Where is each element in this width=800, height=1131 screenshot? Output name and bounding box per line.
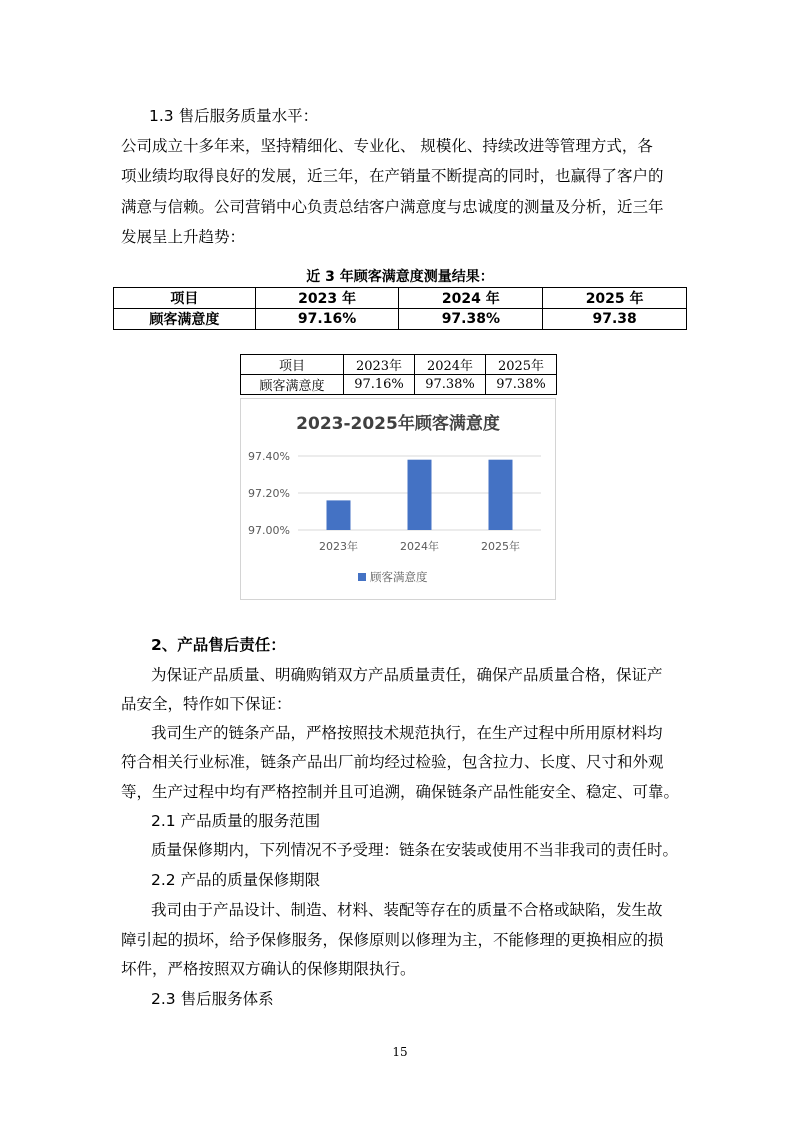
table-cell: 97.16% [255,309,399,330]
table-row [114,309,687,330]
paragraph-line: 项业绩均取得良好的发展，近三年，在产销量不断提高的同时，也赢得了客户的 [121,167,664,185]
section-heading-2: 2、产品售后责任： [151,636,286,654]
mini-table-row [241,375,557,395]
x-tick-label: 2024年 [400,540,439,553]
chart-bar [327,500,351,530]
paragraph-line: 我司由于产品设计、制造、材料、装配等存在的质量不合格或缺陷，发生故 [151,901,663,919]
mini-table-header-cell: 2023年 [344,355,415,375]
y-tick-label: 97.40% [248,450,290,463]
page-number: 15 [392,1045,408,1059]
y-tick-label: 97.20% [248,487,290,500]
bar-chart [241,399,555,599]
mini-table-cell: 97.16% [344,375,415,395]
table-header-cell: 项目 [114,288,256,309]
subsection-heading-2-1: 2.1 产品质量的服务范围 [151,812,321,830]
subsection-heading-2-3: 2.3 售后服务体系 [151,990,274,1008]
mini-table-header-row [241,355,557,375]
paragraph-line: 我司生产的链条产品，严格按照技术规范执行，在生产过程中所用原材料均 [151,724,663,742]
mini-table-header-cell: 2025年 [486,355,557,375]
table-caption: 近 3 年顾客满意度测量结果： [306,269,494,285]
mini-table-cell: 97.38% [415,375,486,395]
paragraph-line: 发展呈上升趋势： [121,228,246,246]
satisfaction-table [113,287,687,330]
chart-container [240,398,556,600]
mini-table-header-cell: 2024年 [415,355,486,375]
paragraph-line: 符合相关行业标准，链条产品出厂前均经过检验，包含拉力、长度、尺寸和外观 [121,753,664,771]
legend-label: 顾客满意度 [370,570,428,584]
mini-table-header-cell: 项目 [241,355,344,375]
section-heading-1-3: 1.3 售后服务质量水平： [149,107,319,125]
chart-bar [489,460,513,530]
paragraph-line: 等，生产过程中均有严格控制并且可追溯，确保链条产品性能安全、稳定、可靠。 [121,783,680,801]
y-tick-label: 97.00% [248,524,290,537]
table-header-cell: 2024 年 [399,288,543,309]
chart-title: 2023-2025年顾客满意度 [296,414,500,434]
subsection-heading-2-2: 2.2 产品的质量保修期限 [151,871,321,889]
paragraph-line: 坏件，严格按照双方确认的保修期限执行。 [121,960,416,978]
paragraph-line: 障引起的损坏，给予保修服务，保修原则以修理为主，不能修理的更换相应的损 [121,931,664,949]
mini-table-cell: 顾客满意度 [241,375,344,395]
paragraph-line: 公司成立十多年来，坚持精细化、专业化、 规模化、持续改进等管理方式，各 [121,137,653,155]
mini-table-cell: 97.38% [486,375,557,395]
mini-data-table [240,354,557,395]
chart-bar [408,460,432,530]
paragraph-line: 质量保修期内，下列情况不予受理：链条在安装或使用不当非我司的责任时。 [151,841,679,859]
x-tick-label: 2023年 [319,540,358,553]
table-header-cell: 2025 年 [543,288,687,309]
legend-swatch [358,573,366,581]
table-header-cell: 2023 年 [255,288,399,309]
table-cell: 97.38% [399,309,543,330]
x-tick-label: 2025年 [481,540,520,553]
paragraph-line: 满意与信赖。公司营销中心负责总结客户满意度与忠诚度的测量及分析，近三年 [121,198,664,216]
table-cell: 97.38 [543,309,687,330]
paragraph-line: 为保证产品质量、明确购销双方产品质量责任，确保产品质量合格，保证产 [151,666,663,684]
table-cell: 顾客满意度 [114,309,256,330]
paragraph-line: 品安全，特作如下保证： [121,695,292,713]
table-header-row [114,288,687,309]
